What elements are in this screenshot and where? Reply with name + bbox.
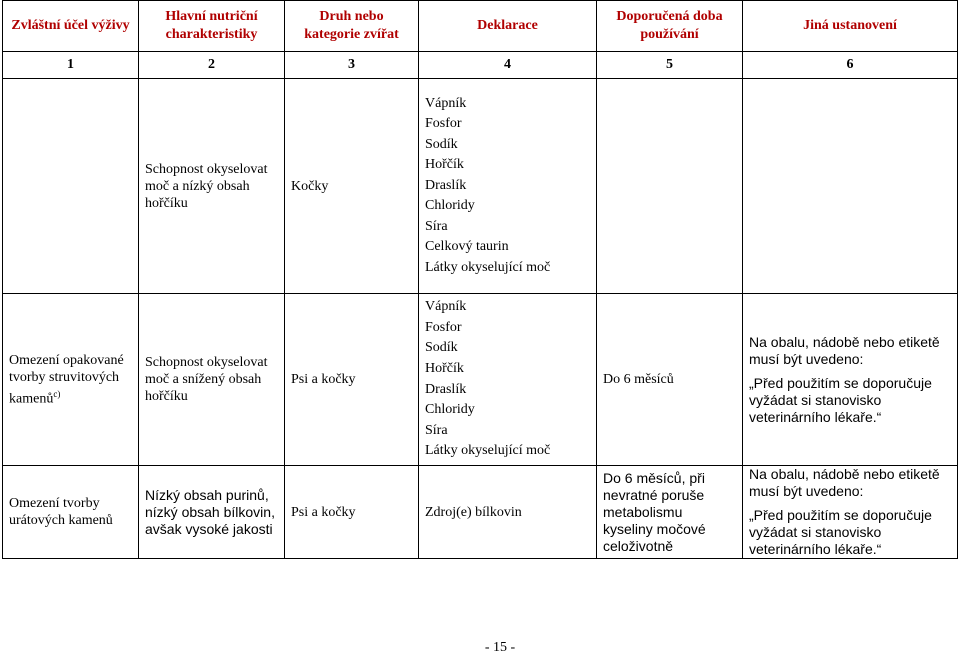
species-cell: Psi a kočky — [285, 294, 419, 466]
declaration-cell: Zdroj(e) bílkovin — [419, 466, 597, 559]
purpose-text: Omezení opakované tvorby struvitových kamenů — [9, 352, 124, 407]
declaration-item: Vápník — [425, 299, 467, 315]
characteristics-cell: Schopnost okyselovat moč a nízký obsah hořčíku — [139, 79, 285, 294]
column-number: 3 — [285, 52, 419, 79]
table-row — [3, 466, 958, 559]
column-number-row — [3, 52, 958, 79]
table-row — [3, 294, 958, 466]
table-row — [3, 79, 958, 294]
declaration-item: Látky okyselující moč — [425, 443, 551, 459]
purpose-cell — [3, 294, 139, 466]
header-period: Doporučená doba používání — [597, 1, 743, 52]
label-quote: „Před použitím se doporučuje vyžádat si stanovisko veterinárního lékaře.“ — [749, 507, 932, 557]
header-species: Druh nebo kategorie zvířat — [285, 1, 419, 52]
declaration-item: Sodík — [425, 340, 458, 356]
declaration-item: Síra — [425, 422, 448, 438]
declaration-item: Fosfor — [425, 319, 462, 335]
label-quote: „Před použitím se doporučuje vyžádat si stanovisko veterinárního lékaře.“ — [749, 374, 932, 425]
declaration-item: Chloridy — [425, 402, 475, 418]
page-number: - 15 - — [484, 640, 516, 655]
declaration-cell — [419, 294, 597, 466]
declaration-item: Vápník — [425, 95, 467, 111]
regulation-table — [2, 0, 958, 559]
species-cell: Kočky — [285, 79, 419, 294]
column-number: 4 — [419, 52, 597, 79]
declaration-item: Látky okyselující moč — [425, 259, 551, 275]
declaration-item: Fosfor — [425, 116, 462, 132]
declaration-item: Sodík — [425, 136, 458, 152]
purpose-cell: Omezení tvorby urátových kamenů — [3, 466, 139, 559]
period-cell: Do 6 měsíců, při nevratné poruše metabolismu kyseliny močové celoživotně — [597, 466, 743, 559]
column-number: 6 — [743, 52, 958, 79]
declaration-item: Draslík — [425, 177, 467, 193]
other-cell — [743, 466, 958, 559]
other-cell — [743, 294, 958, 466]
declaration-cell — [419, 79, 597, 294]
declaration-item: Celkový taurin — [425, 239, 509, 255]
header-row — [3, 1, 958, 52]
column-number: 1 — [3, 52, 139, 79]
column-number: 5 — [597, 52, 743, 79]
declaration-item: Síra — [425, 218, 448, 234]
characteristics-cell: Schopnost okyselovat moč a snížený obsah hořčíku — [139, 294, 285, 466]
purpose-cell — [3, 79, 139, 294]
species-cell: Psi a kočky — [285, 466, 419, 559]
declaration-item: Hořčík — [425, 360, 464, 376]
header-declaration: Deklarace — [419, 1, 597, 52]
declaration-item: Chloridy — [425, 198, 475, 214]
footnote-mark: c) — [53, 388, 61, 399]
characteristics-cell: Nízký obsah purinů, nízký obsah bílkovin, avšak vysoké jakosti — [139, 466, 285, 559]
header-characteristics: Hlavní nutriční charakteristiky — [139, 1, 285, 52]
other-cell — [743, 79, 958, 294]
header-other: Jiná ustanovení — [743, 1, 958, 52]
header-purpose: Zvláštní účel výživy — [3, 1, 139, 52]
label-requirement: Na obalu, nádobě nebo etiketě musí být uvedeno: — [749, 333, 940, 367]
period-cell: Do 6 měsíců — [597, 294, 743, 466]
declaration-item: Draslík — [425, 381, 467, 397]
label-requirement: Na obalu, nádobě nebo etiketě musí být uvedeno: — [749, 466, 940, 499]
period-cell — [597, 79, 743, 294]
declaration-item: Hořčík — [425, 157, 464, 173]
column-number: 2 — [139, 52, 285, 79]
